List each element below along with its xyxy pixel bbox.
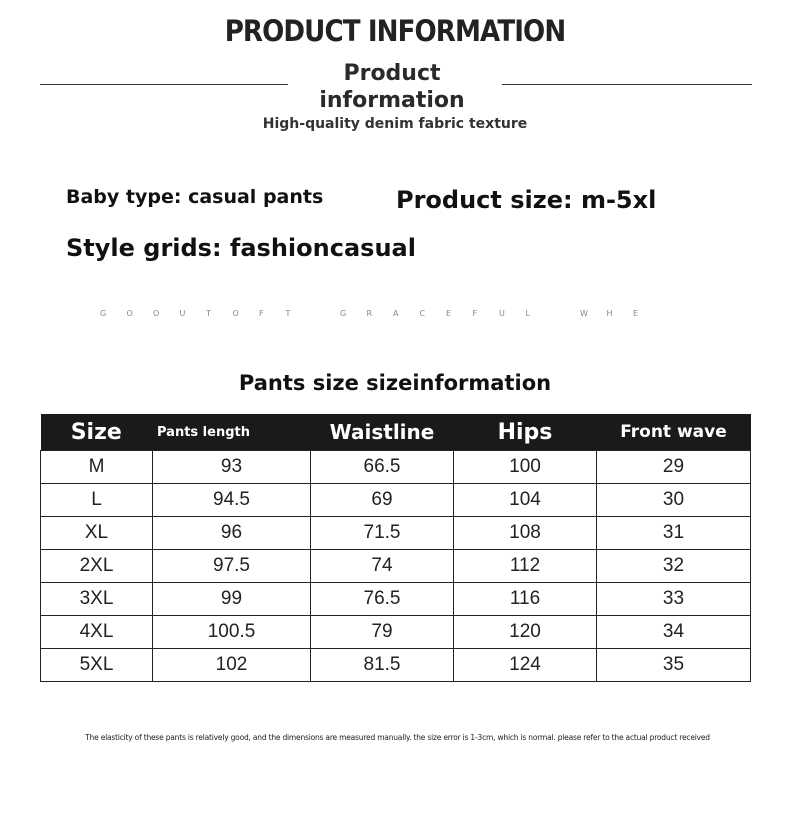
spaced-letter: E [633, 309, 639, 318]
spaced-letter: G [100, 309, 107, 318]
cell-size: 2XL [41, 550, 153, 583]
cell-hips: 116 [454, 583, 597, 616]
cell-front-wave: 33 [597, 583, 751, 616]
spaced-letter: C [419, 309, 426, 318]
table-header-row [41, 414, 751, 451]
cell-size: 4XL [41, 616, 153, 649]
spaced-letter: A [393, 309, 399, 318]
spaced-letter: O [126, 309, 133, 318]
cell-waistline: 71.5 [311, 517, 454, 550]
spaced-letter: T [206, 309, 211, 318]
subtitle-line-1: Product [343, 61, 441, 86]
decorative-spaced-text [100, 309, 660, 318]
cell-pants-length: 93 [153, 451, 311, 484]
style-grids-text: Style grids: fashioncasual [66, 234, 416, 262]
divider-left [40, 84, 288, 85]
header-front-wave: Front wave [597, 414, 751, 451]
cell-hips: 108 [454, 517, 597, 550]
cell-size: M [41, 451, 153, 484]
header-hips: Hips [454, 414, 597, 451]
cell-pants-length: 99 [153, 583, 311, 616]
cell-hips: 124 [454, 649, 597, 682]
spaced-letter: L [525, 309, 530, 318]
spaced-letter: R [366, 309, 373, 318]
cell-front-wave: 32 [597, 550, 751, 583]
cell-hips: 120 [454, 616, 597, 649]
table-row [41, 517, 751, 550]
table-row [41, 616, 751, 649]
spaced-letter: O [153, 309, 160, 318]
spaced-letter: H [606, 309, 613, 318]
cell-front-wave: 31 [597, 517, 751, 550]
cell-waistline: 79 [311, 616, 454, 649]
cell-waistline: 74 [311, 550, 454, 583]
spaced-letter: O [232, 309, 239, 318]
cell-hips: 112 [454, 550, 597, 583]
subtitle-line-2: information [319, 88, 465, 113]
cell-front-wave: 29 [597, 451, 751, 484]
page-title: PRODUCT INFORMATION [224, 14, 566, 48]
table-row [41, 649, 751, 682]
spaced-letter: E [446, 309, 452, 318]
cell-size: L [41, 484, 153, 517]
spaced-letter: T [285, 309, 291, 318]
table-title: Pants size sizeinformation [238, 371, 552, 395]
cell-waistline: 69 [311, 484, 454, 517]
size-table [40, 414, 751, 682]
spaced-letter [552, 309, 580, 318]
cell-waistline: 66.5 [311, 451, 454, 484]
header-pants-length: Pants length [153, 414, 311, 451]
cell-size: XL [41, 517, 153, 550]
cell-size: 3XL [41, 583, 153, 616]
table-row [41, 550, 751, 583]
baby-type-text: Baby type: casual pants [66, 186, 324, 208]
header-size: Size [41, 414, 153, 451]
cell-pants-length: 102 [153, 649, 311, 682]
cell-front-wave: 35 [597, 649, 751, 682]
cell-waistline: 81.5 [311, 649, 454, 682]
cell-waistline: 76.5 [311, 583, 454, 616]
footnote: The elasticity of these pants is relatively good, and the dimensions are measured manually. the size error is 1-3cm, which is normal. please refer to the actual product received [85, 733, 710, 742]
cell-front-wave: 34 [597, 616, 751, 649]
cell-pants-length: 100.5 [153, 616, 311, 649]
divider-right [502, 84, 752, 85]
cell-size: 5XL [41, 649, 153, 682]
spaced-letter: W [580, 309, 588, 318]
spaced-letter: F [259, 309, 264, 318]
table-row [41, 484, 751, 517]
cell-pants-length: 97.5 [153, 550, 311, 583]
table-row [41, 451, 751, 484]
spaced-letter: U [499, 309, 505, 318]
table-row [41, 583, 751, 616]
cell-hips: 100 [454, 451, 597, 484]
header-waistline: Waistline [311, 414, 454, 451]
section-subtitle [290, 60, 494, 114]
spaced-letter: F [472, 309, 478, 318]
spaced-letter: U [179, 309, 186, 318]
cell-hips: 104 [454, 484, 597, 517]
product-size-text: Product size: m-5xl [396, 186, 657, 214]
tagline: High-quality denim fabric texture [262, 116, 528, 132]
cell-pants-length: 96 [153, 517, 311, 550]
cell-pants-length: 94.5 [153, 484, 311, 517]
spaced-letter: G [340, 309, 347, 318]
cell-front-wave: 30 [597, 484, 751, 517]
spaced-letter [312, 309, 340, 318]
